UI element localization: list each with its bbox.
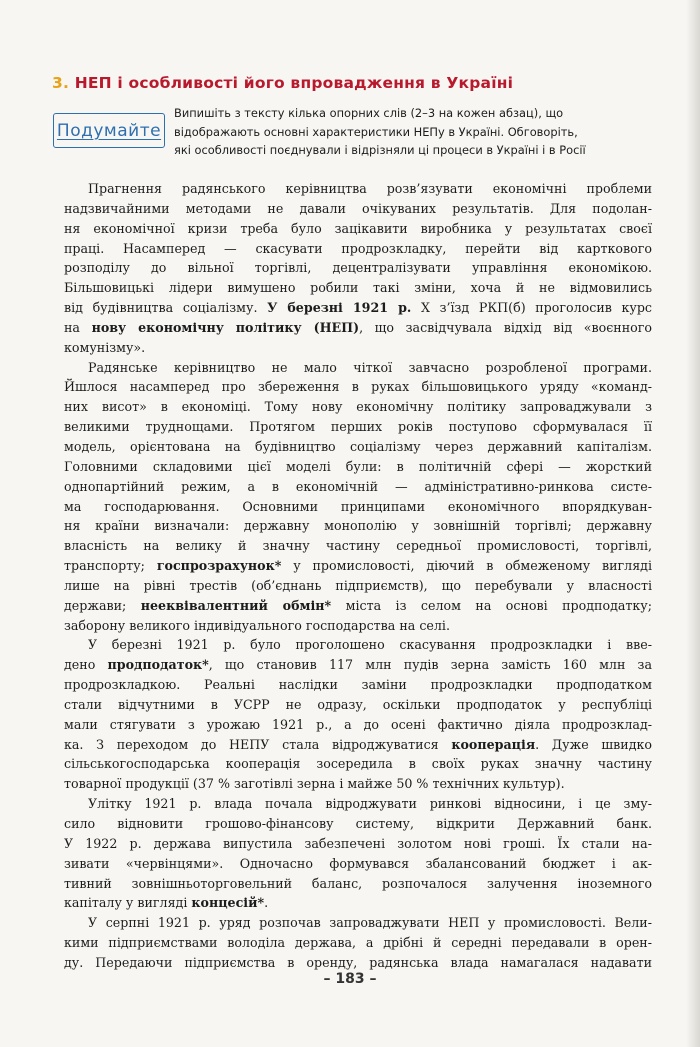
think-box (53, 113, 165, 148)
text-line: комунізму». (64, 339, 146, 355)
text-line: Радянське керівництво не мало чіткої завчасно розробленої програми. (88, 359, 652, 375)
text-line: держави; нееквівалентний обмін* міста із селом на основі продподатку; (64, 597, 652, 613)
section-title: НЕП і особливості його впровадження в Україні (74, 74, 514, 92)
text-line: модель, орієнтована на будівництво соціалізму через державний капіталізм. (64, 438, 652, 454)
text-line: власність на велику й значну частину середньої промисловості, торгівлі, (64, 538, 652, 554)
section-number: 3. (52, 74, 70, 92)
text-line: на нову економічну політику (НЕП), що засвідчувала відхід від «воєнного (64, 319, 652, 335)
text-line: них висот» в економіці. Тому нову економічну політику запроваджували з (64, 399, 652, 415)
text-line: Головними складовими цієї моделі були: в політичній сфері — жорсткий (64, 458, 652, 474)
text-line: ня економічної кризи треба було зацікавити виробника у результатах своєї (64, 220, 652, 236)
text-line: Прагнення радянського керівництва розв’язувати економічні проблеми (88, 181, 652, 196)
text-line: Йшлося насамперед про збереження в руках більшовицького уряду «команд- (64, 379, 652, 395)
text-line: У серпні 1921 р. уряд розпочав запроваджувати НЕП у промисловості. Вели- (88, 915, 652, 931)
page-edge-shadow (686, 0, 700, 1047)
think-line: які особливості поєднували і відрізняли ці процеси в Україні і в Росії (174, 143, 586, 157)
text-line: товарної продукції (37 % заготівлі зерна і майже 50 % технічних культур). (64, 776, 565, 792)
think-box-text (174, 104, 654, 160)
text-line: ня країни визначали: державну монополію у зовнішній торгівлі; державну (64, 518, 652, 534)
text-line: мали стягувати з урожаю 1921 р., а до осені фактично діяла продрозклад- (64, 716, 652, 732)
text-line: від будівництва соціалізму. У березні 1921 р. Х з’їзд РКП(б) проголосив курс (64, 300, 653, 316)
text-line: зивати «червінцями». Одночасно формувався збалансований бюджет і ак- (64, 855, 652, 871)
text-line: У 1922 р. держава випустила забезпечені золотом нові гроші. Їх стали на- (64, 835, 652, 851)
think-box-label: Подумайте (56, 120, 162, 141)
text-line: Улітку 1921 р. влада почала відроджувати ринкові відносини, і це зму- (88, 796, 652, 812)
text-line: ма господарювання. Основними принципами економічного впорядкуван- (64, 498, 652, 514)
text-line: розподілу до вільної торгівлі, децентралізувати управління економікою. (64, 260, 652, 276)
text-line: У березні 1921 р. було проголошено скасування продрозкладки і вве- (88, 637, 652, 653)
text-line: надзвичайними методами не давали очікуваних результатів. Для подолан- (64, 200, 652, 216)
text-line: кими підприємствами володіла держава, а дрібні й середні передавали в орен- (64, 935, 652, 951)
text-line: тивний зовнішньоторговельний баланс, розпочалося залучення іноземного (64, 875, 652, 891)
text-line: стали відчутними в УСРР не одразу, оскільки продподаток у республіці (64, 696, 652, 712)
text-line: однопартійний режим, а в економічній — адміністративно-ринкова систе- (64, 478, 652, 494)
text-line: дено продподаток*, що становив 117 млн пудів зерна замість 160 млн за (64, 657, 652, 673)
text-line: сило відновити грошово-фінансову систему, відкрити Державний банк. (64, 816, 652, 831)
text-line: великими труднощами. Протягом перших років поступово сформувалася її (64, 419, 652, 435)
text-line: заборону великого індивідуального господарства на селі. (64, 617, 450, 633)
text-line: ду. Передаючи підприємства в оренду, радянська влада намагалася надавати (64, 954, 652, 970)
text-line: капіталу у вигляді концесій*. (64, 895, 269, 911)
page-number: – 183 – (323, 971, 377, 987)
text-line: продрозкладкою. Реальні наслідки заміни продрозкладки продподатком (64, 677, 652, 693)
text-line: транспорту; госпрозрахунок* у промисловості, діючий в обмеженому вигляді (64, 558, 653, 574)
section-heading (52, 74, 652, 92)
text-line: сільськогосподарська кооперація зосередила в своїх руках значну частину (64, 756, 652, 772)
text-line: праці. Насамперед — скасувати продрозкладку, перейти від карткового (64, 240, 652, 256)
text-line: ка. З переходом до НЕПУ стала відроджуватися кооперація. Дуже швидко (64, 736, 653, 752)
text-line: лише на рівні трестів (об’єднань підприємств), що перебували у власності (64, 577, 652, 593)
think-line: відображають основні характеристики НЕПу в Україні. Обговоріть, (174, 124, 578, 139)
think-line: Випишіть з тексту кілька опорних слів (2–3 на кожен абзац), що (174, 106, 564, 120)
main-text (64, 179, 652, 973)
text-line: Більшовицькі лідери вимушено робили такі зміни, хоча й не відмовились (64, 280, 652, 296)
